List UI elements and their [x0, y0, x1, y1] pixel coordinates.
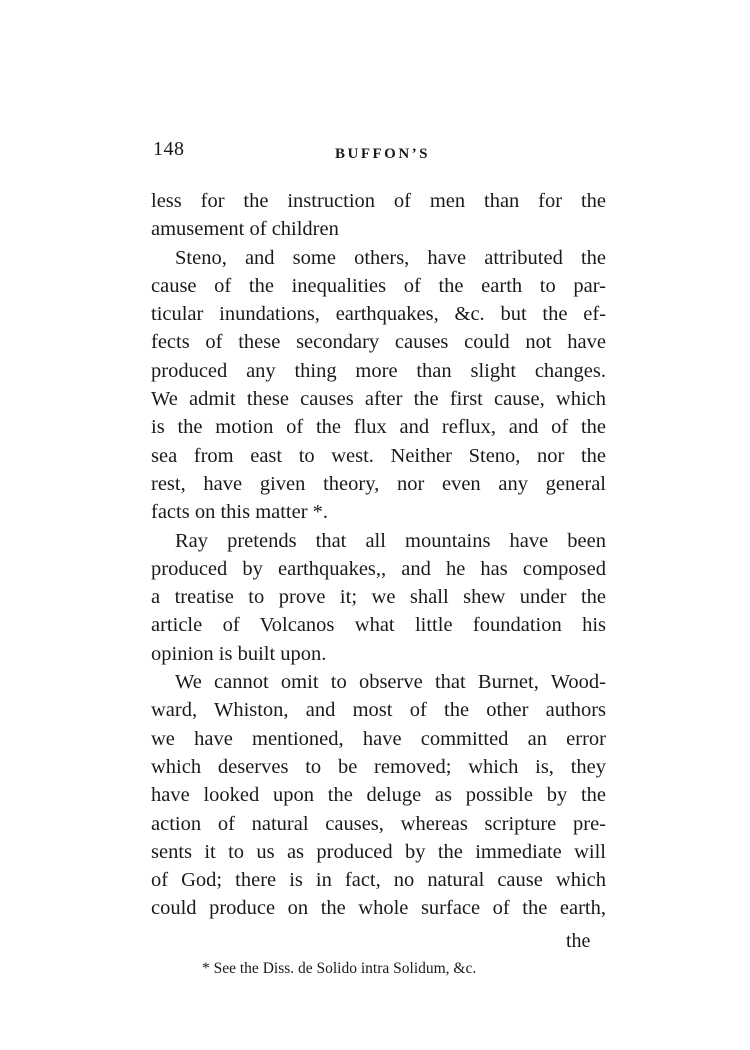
page-number: 148	[153, 138, 185, 160]
text-line: produced any thing more than slight changes.	[151, 359, 606, 382]
text-line: fects of these secondary causes could not have	[151, 331, 606, 354]
footnote: * See the Diss. de Solido intra Solidum, &c.	[202, 960, 477, 977]
text-line: ward, Whiston, and most of the other authors	[151, 699, 606, 722]
body-text	[151, 187, 606, 923]
text-line: amusement of children	[151, 218, 339, 241]
text-line: action of natural causes, whereas scripture pre-	[151, 812, 606, 835]
text-line: Ray pretends that all mountains have been	[175, 529, 606, 552]
text-line: cause of the inequalities of the earth to par-	[151, 274, 606, 297]
text-line: article of Volcanos what little foundation his	[151, 614, 606, 637]
text-line: sents it to us as produced by the immediate will	[151, 840, 606, 863]
page-header	[153, 138, 603, 168]
text-line: We cannot omit to observe that Burnet, Wood-	[175, 671, 606, 694]
text-line: we have mentioned, have committed an error	[151, 727, 606, 750]
text-line: could produce on the whole surface of the earth,	[151, 897, 606, 920]
text-line: ticular inundations, earthquakes, &c. but the ef-	[151, 303, 606, 326]
text-line: We admit these causes after the first cause, which	[151, 388, 606, 411]
text-line: sea from east to west. Neither Steno, nor the	[151, 444, 606, 467]
text-line: is the motion of the flux and reflux, and of the	[151, 416, 606, 439]
text-line: a treatise to prove it; we shall shew under the	[151, 586, 606, 609]
text-line: facts on this matter *.	[151, 501, 329, 524]
text-line: produced by earthquakes,, and he has composed	[151, 557, 606, 580]
text-line: which deserves to be removed; which is, they	[151, 755, 606, 778]
catchword: the	[566, 930, 591, 952]
text-line: of God; there is in fact, no natural cause which	[151, 869, 606, 892]
text-line: have looked upon the deluge as possible by the	[151, 784, 606, 807]
running-head: BUFFON’S	[335, 146, 430, 162]
text-line: opinion is built upon.	[151, 642, 327, 665]
text-line: Steno, and some others, have attributed the	[175, 246, 606, 269]
text-line: less for the instruction of men than for the	[151, 190, 606, 212]
text-line: rest, have given theory, nor even any general	[151, 472, 606, 495]
